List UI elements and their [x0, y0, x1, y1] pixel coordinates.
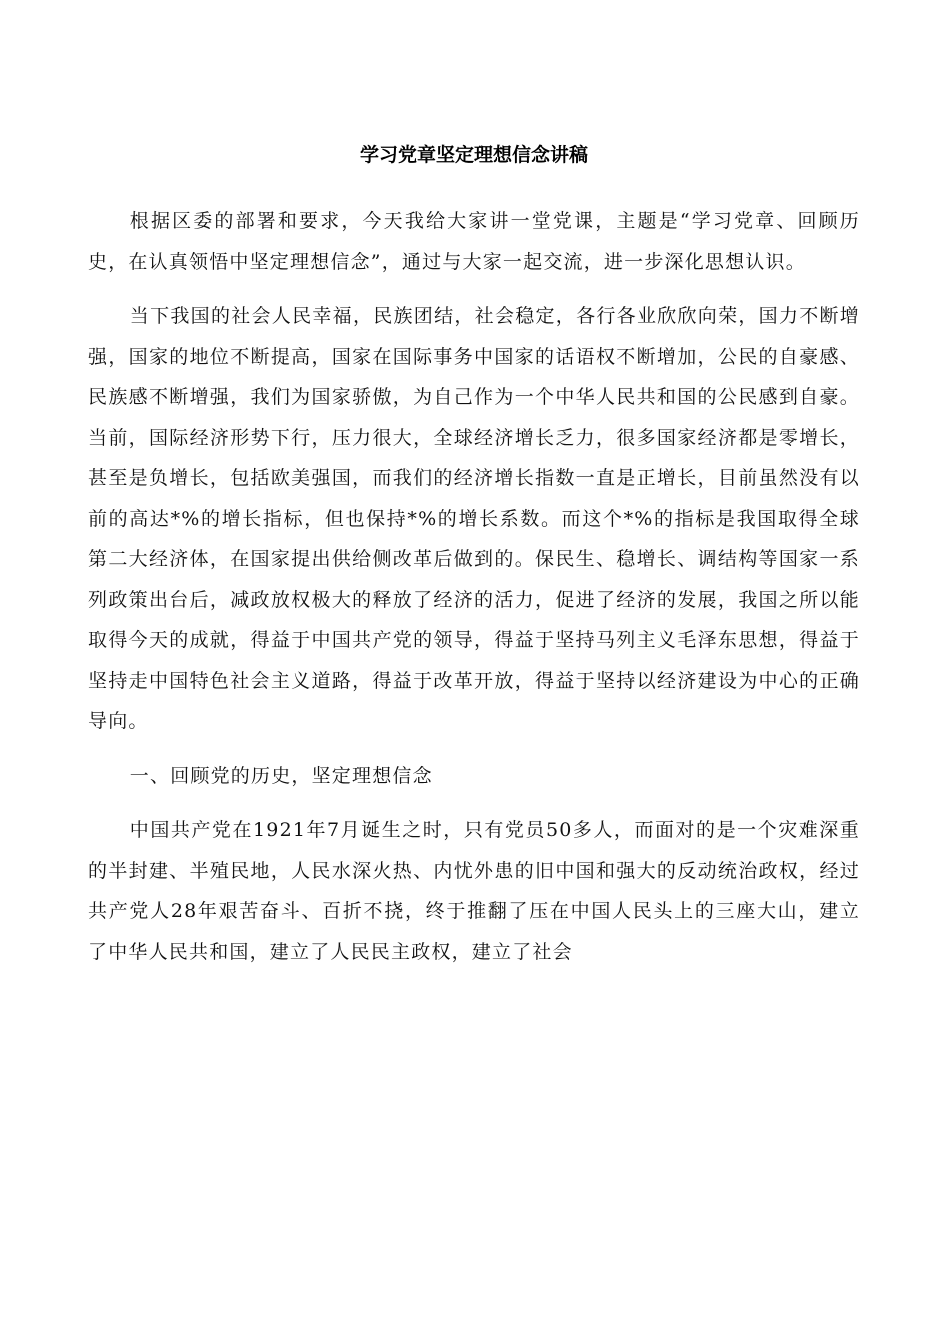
paragraph-current-situation: 当下我国的社会人民幸福，民族团结，社会稳定，各行各业欣欣向荣，国力不断增强，国家的地位不断提高，国家在国际事务中国家的话语权不断增加，公民的自豪感、民族感不断增强，我们为国家骄傲，为自己作为一个中华人民共和国的公民感到自豪。当前，国际经济形势下行，压力很大，全球经济增长乏力，很多国家经济都是零增长，甚至是负增长，包括欧美强国，而我们的经济增长指数一直是正增长，目前虽然没有以前的高达*%的增长指标，但也保持*%的增长系数。而这个*%的指标是我国取得全球第二大经济体，在国家提出供给侧改革后做到的。保民生、稳增长、调结构等国家一系列政策出台后，减政放权极大的释放了经济的活力，促进了经济的发展，我国之所以能取得今天的成就，得益于中国共产党的领导，得益于坚持马列主义毛泽东思想，得益于坚持走中国特色社会主义道路，得益于改革开放，得益于坚持以经济建设为中心的正确导向。: [88, 305, 860, 732]
document-body: [88, 201, 860, 986]
paragraph-intro: 根据区委的部署和要求，今天我给大家讲一堂党课，主题是“学习党章、回顾历史，在认真领悟中坚定理想信念”，通过与大家一起交流，进一步深化思想认识。: [88, 210, 860, 273]
section-heading: 一、回顾党的历史，坚定理想信念: [129, 764, 433, 787]
document-title: 学习党章坚定理想信念讲稿: [359, 144, 588, 166]
paragraph-history: 中国共产党在1921年7月诞生之时，只有党员50多人，而面对的是一个灾难深重的半封建、半殖民地，人民水深火热、内忧外患的旧中国和强大的反动统治政权，经过共产党人28年艰苦奋斗、百折不挠，终于推翻了压在中国人民头上的三座大山，建立了中华人民共和国，建立了人民民主政权，建立了社会: [88, 819, 860, 963]
